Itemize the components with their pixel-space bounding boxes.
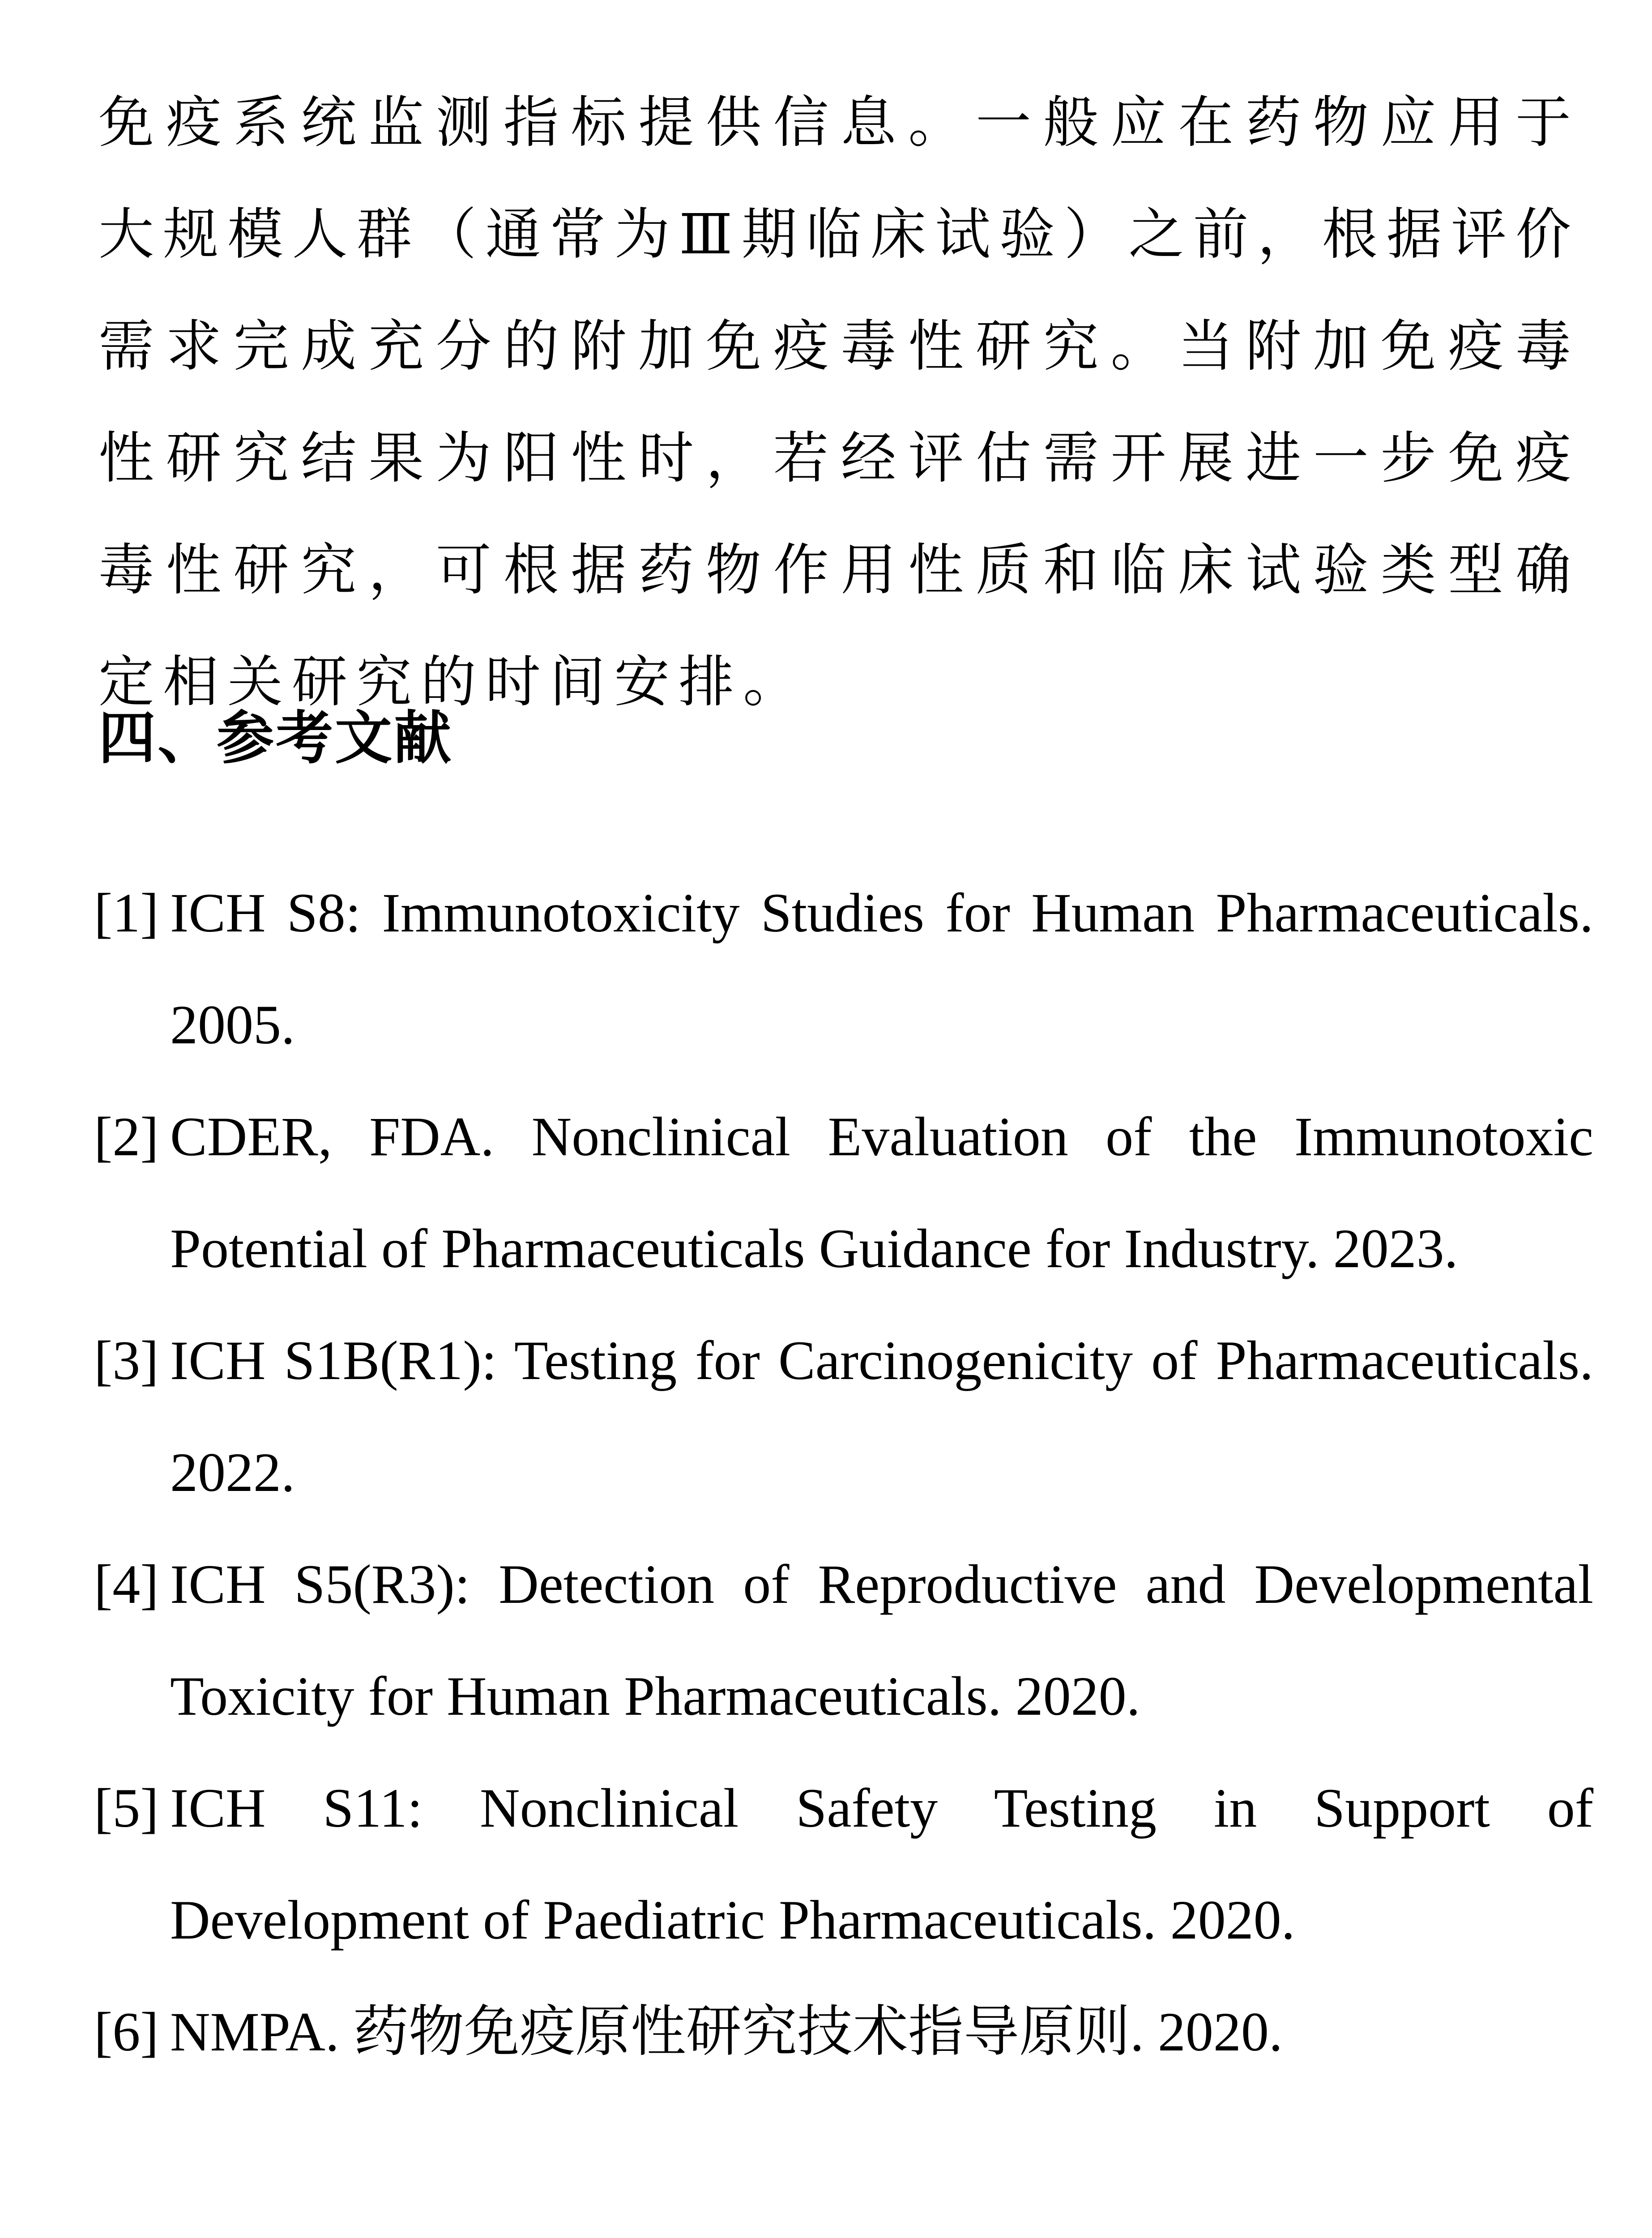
reference-text: CDER, FDA. Nonclinical Evaluation of the Immunotoxic Potential of Pharmaceuticals Guidance for Industry. 2023. xyxy=(170,1106,1593,1279)
reference-item xyxy=(94,1529,1593,1752)
reference-number: [2] xyxy=(94,1106,159,1167)
reference-item xyxy=(94,1305,1593,1529)
reference-item xyxy=(94,857,1593,1081)
reference-text: ICH S8: Immunotoxicity Studies for Human Pharmaceuticals. 2005. xyxy=(170,882,1593,1055)
reference-number: [6] xyxy=(94,2001,159,2063)
reference-item xyxy=(94,1976,1593,2088)
reference-number: [5] xyxy=(94,1777,159,1839)
reference-item xyxy=(94,1081,1593,1305)
section-heading: 四、参考文献 xyxy=(98,705,453,772)
reference-number: [4] xyxy=(94,1554,159,1615)
reference-number: [1] xyxy=(94,882,159,944)
reference-text: NMPA. 药物免疫原性研究技术指导原则. 2020. xyxy=(170,2001,1283,2063)
body-paragraph: 免疫系统监测指标提供信息。一般应在药物应用于大规模人群（通常为Ⅲ期临床试验）之前，根据评价需求完成充分的附加免疫毒性研究。当附加免疫毒性研究结果为阳性时，若经评估需开展进一步免疫毒性研究，可根据药物作用性质和临床试验类型确定相关研究的时间安排。 xyxy=(98,92,1580,713)
reference-text: ICH S11: Nonclinical Safety Testing in Support of Development of Paediatric Pharmaceuticals. 2020. xyxy=(170,1777,1593,1951)
reference-number: [3] xyxy=(94,1330,159,1391)
reference-text: ICH S1B(R1): Testing for Carcinogenicity of Pharmaceuticals. 2022. xyxy=(170,1330,1593,1503)
reference-list xyxy=(94,857,1593,2088)
reference-text: ICH S5(R3): Detection of Reproductive and Developmental Toxicity for Human Pharmaceuticals. 2020. xyxy=(170,1554,1593,1727)
reference-item xyxy=(94,1752,1593,1976)
